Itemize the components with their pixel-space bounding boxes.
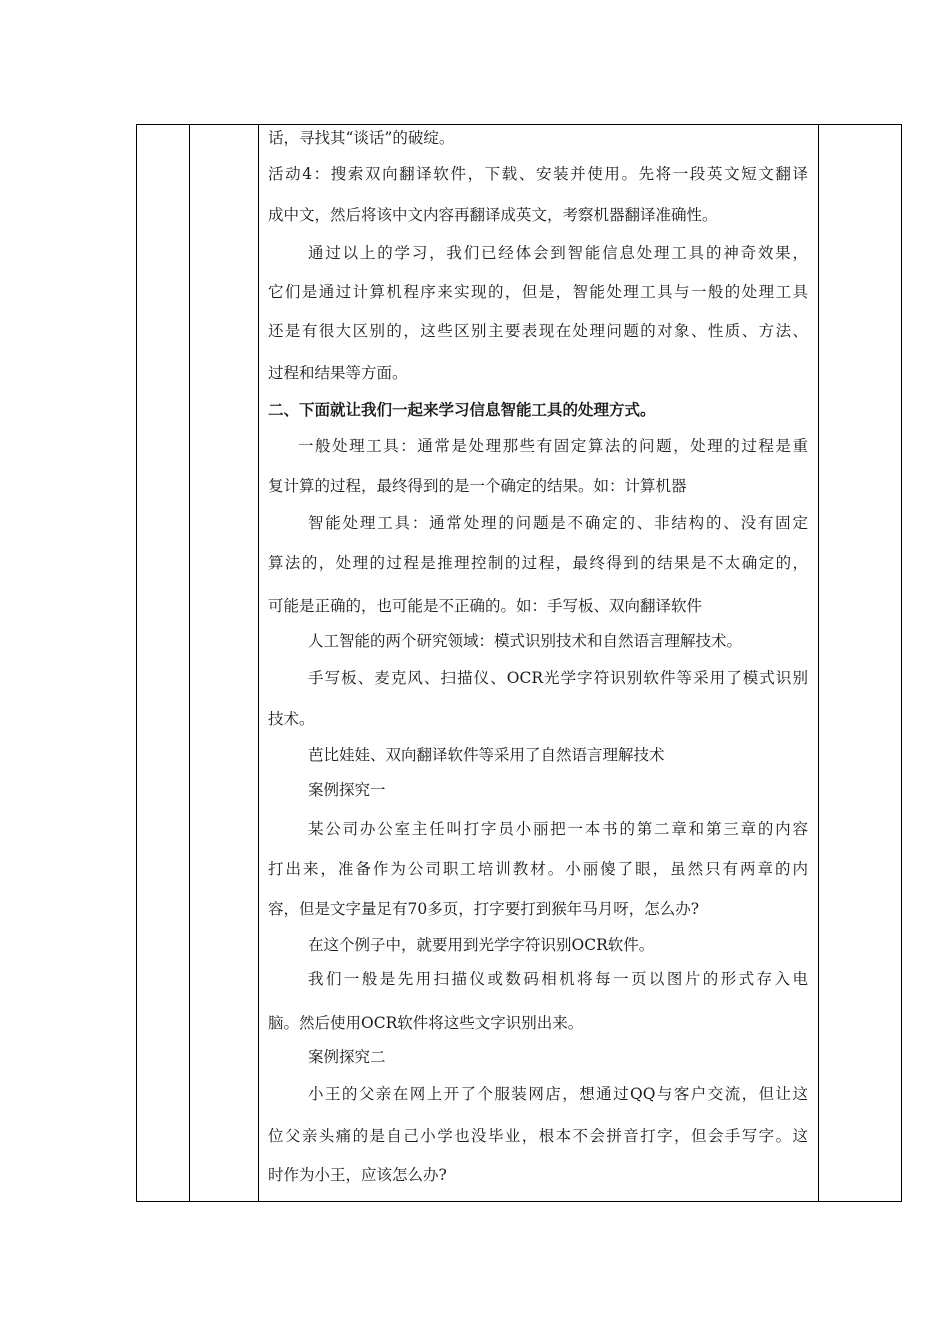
text-line: 小王的父亲在网上开了个服装网店，想通过QQ与客户交流，但让这 [308, 1085, 808, 1103]
text-line: 智能处理工具：通常处理的问题是不确定的、非结构的、没有固定 [308, 514, 808, 532]
case-heading: 案例探究二 [308, 1048, 386, 1066]
text-line: 算法的，处理的过程是推理控制的过程，最终得到的结果是不太确定的， [268, 554, 808, 572]
text-line: 芭比娃娃、双向翻译软件等采用了自然语言理解技术 [308, 746, 665, 764]
text-line: 话，寻找其“谈话”的破绽。 [268, 129, 455, 147]
text-line: 复计算的过程，最终得到的是一个确定的结果。如：计算机器 [268, 477, 687, 495]
text-line: 时作为小王，应该怎么办? [268, 1166, 447, 1184]
text-line: 一般处理工具：通常是处理那些有固定算法的问题，处理的过程是重 [298, 437, 808, 455]
section-heading: 二、下面就让我们一起来学习信息智能工具的处理方式。 [268, 400, 656, 419]
text-line: 手写板、麦克风、扫描仪、OCR光学字符识别软件等采用了模式识别 [308, 669, 808, 687]
text-line: 位父亲头痛的是自己小学也没毕业，根本不会拼音打字，但会手写字。这 [268, 1127, 808, 1145]
text-line: 脑。然后使用OCR软件将这些文字识别出来。 [268, 1014, 584, 1032]
text-line: 打出来，准备作为公司职工培训教材。小丽傻了眼，虽然只有两章的内 [268, 860, 808, 878]
column-divider-3 [818, 125, 819, 1201]
text-line: 过程和结果等方面。 [268, 364, 408, 382]
text-line: 它们是通过计算机程序来实现的，但是，智能处理工具与一般的处理工具 [268, 283, 808, 301]
column-divider-2 [258, 125, 259, 1201]
text-line: 还是有很大区别的，这些区别主要表现在处理问题的对象、性质、方法、 [268, 322, 808, 340]
case-heading: 案例探究一 [308, 781, 386, 799]
text-line: 某公司办公室主任叫打字员小丽把一本书的第二章和第三章的内容 [308, 820, 808, 838]
column-divider-1 [189, 125, 190, 1201]
text-line: 容，但是文字量足有70多页，打字要打到猴年马月呀，怎么办? [268, 900, 700, 918]
text-line: 可能是正确的，也可能是不正确的。如：手写板、双向翻译软件 [268, 597, 703, 615]
text-line: 通过以上的学习，我们已经体会到智能信息处理工具的神奇效果， [308, 244, 808, 262]
text-line: 成中文，然后将该中文内容再翻译成英文，考察机器翻译准确性。 [268, 206, 718, 224]
text-line: 技术。 [268, 710, 315, 728]
text-line: 人工智能的两个研究领域：模式识别技术和自然语言理解技术。 [308, 632, 743, 650]
text-line: 我们一般是先用扫描仪或数码相机将每一页以图片的形式存入电 [308, 970, 808, 988]
text-line: 活动4：搜索双向翻译软件，下载、安装并使用。先将一段英文短文翻译 [268, 165, 808, 183]
text-line: 在这个例子中，就要用到光学字符识别OCR软件。 [308, 936, 655, 954]
